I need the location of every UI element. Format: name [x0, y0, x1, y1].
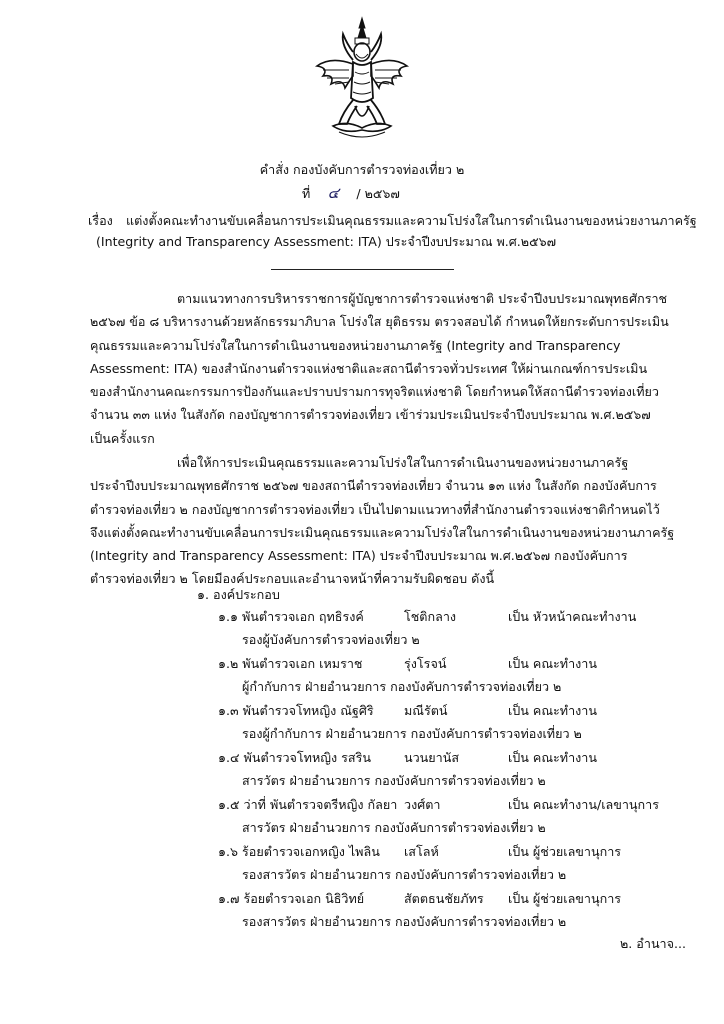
- member-name: ๑.๒ พันตำรวจเอก เหมราช: [218, 656, 363, 671]
- paragraph-line: จำนวน ๓๓ แห่ง ในสังกัด กองบัญชาการตำรวจท่องเที่ยว เข้าร่วมประเมินประจำปีงบประมาณ พ.ศ.๒๕๖๗: [90, 407, 651, 423]
- member-surname: วงศ์ตา: [404, 797, 441, 812]
- member-name: ๑.๔ พันตำรวจโทหญิง รสริน: [218, 750, 371, 765]
- member-name: ๑.๓ พันตำรวจโทหญิง ณัฐศิริ: [218, 703, 374, 718]
- member-surname: สัตตธนชัยภัทร: [404, 891, 484, 906]
- member-surname: รุ่งโรจน์: [404, 656, 447, 671]
- subject-line-2: (Integrity and Transparency Assessment: ITA) ประจำปีงบประมาณ พ.ศ.๒๕๖๗: [96, 233, 557, 249]
- paragraph-line: เป็นครั้งแรก: [90, 430, 155, 446]
- paragraph-line: ตามแนวทางการบริหารราชการผู้บัญชาการตำรวจแห่งชาติ ประจำปีงบประมาณพุทธศักราช: [177, 291, 668, 306]
- paragraph-line: (Integrity and Transparency Assessment: ITA) ประจำปีงบประมาณ พ.ศ.๒๕๖๗ กองบังคับการ: [90, 548, 628, 564]
- list-item: [218, 657, 678, 704]
- member-name: ๑.๖ ร้อยตำรวจเอกหญิง ไพลิน: [218, 844, 380, 859]
- member-surname: นวนยานัส: [404, 750, 460, 765]
- member-list: [218, 610, 678, 939]
- subject-block: [88, 213, 697, 250]
- paragraph-line: ประจำปีงบประมาณพุทธศักราช ๒๕๖๗ ของสถานีตำรวจท่องเที่ยว จำนวน ๑๓ แห่ง ในสังกัด กองบังคับการ: [90, 478, 657, 494]
- divider-rule: [271, 269, 454, 270]
- subject-label: เรื่อง: [88, 213, 113, 228]
- order-number-value: ๔: [327, 184, 339, 202]
- list-item: [218, 845, 678, 892]
- member-name: ๑.๗ ร้อยตำรวจเอก นิธิวิทย์: [218, 891, 365, 906]
- member-role: เป็น คณะทำงาน: [508, 703, 597, 718]
- paragraph-2: [90, 456, 678, 596]
- paragraph-1: [90, 292, 678, 455]
- paragraph-line: ของสำนักงานคณะกรรมการป้องกันและปราบปรามการทุจริตแห่งชาติ โดยกำหนดให้สถานีตำรวจท่องเที่ยว: [90, 384, 659, 400]
- garuda-emblem-icon: [313, 16, 411, 148]
- member-position: รองสารวัตร ฝ่ายอำนวยการ กองบังคับการตำรวจท่องเที่ยว ๒: [242, 914, 567, 929]
- paragraph-line: ๒๕๖๗ ข้อ ๘ บริหารงานด้วยหลักธรรมาภิบาล โปร่งใส ยุติธรรม ตรวจสอบได้ กำหนดให้ยกระดับการประเมิน: [90, 314, 669, 330]
- list-item: [218, 798, 678, 845]
- member-surname: เสโลห์: [404, 844, 439, 859]
- list-item: [218, 610, 678, 657]
- section-heading: ๑. องค์ประกอบ: [197, 587, 280, 602]
- member-position: ผู้กำกับการ ฝ่ายอำนวยการ กองบังคับการตำรวจท่องเที่ยว ๒: [242, 679, 562, 694]
- member-surname: โชติกลาง: [404, 609, 457, 624]
- member-position: รองผู้บังคับการตำรวจท่องเที่ยว ๒: [242, 632, 420, 647]
- paragraph-line: จึงแต่งตั้งคณะทำงานขับเคลื่อนการประเมินคุณธรรมและความโปร่งใสในการดำเนินงานของหน่วยงานภาครัฐ: [90, 524, 675, 540]
- member-position: สารวัตร ฝ่ายอำนวยการ กองบังคับการตำรวจท่องเที่ยว ๒: [242, 820, 546, 835]
- member-name: ๑.๕ ว่าที่ พันตำรวจตรีหญิง กัลยา: [218, 797, 398, 812]
- list-item: [218, 704, 678, 751]
- member-surname: มณีรัตน์: [404, 703, 448, 718]
- paragraph-line: Assessment: ITA) ของสำนักงานตำรวจแห่งชาติและสถานีตำรวจทั่วประเทศ ให้ผ่านเกณฑ์การประเมิน: [90, 360, 648, 376]
- subject-line-1: แต่งตั้งคณะทำงานขับเคลื่อนการประเมินคุณธรรมและความโปร่งใสในการดำเนินงานของหน่วยงานภาครัฐ: [126, 213, 697, 228]
- member-position: สารวัตร ฝ่ายอำนวยการ กองบังคับการตำรวจท่องเที่ยว ๒: [242, 773, 546, 788]
- list-item: [218, 892, 678, 939]
- continuation-marker: ๒. อำนาจ...: [620, 936, 687, 951]
- order-number: [302, 185, 400, 203]
- paragraph-line: ตำรวจท่องเที่ยว ๒ โดยมีองค์ประกอบและอำนาจหน้าที่ความรับผิดชอบ ดังนี้: [90, 571, 495, 587]
- paragraph-line: เพื่อให้การประเมินคุณธรรมและความโปร่งใสในการดำเนินงานของหน่วยงานภาครัฐ: [177, 455, 629, 470]
- member-role: เป็น คณะทำงาน: [508, 750, 597, 765]
- list-item: [218, 751, 678, 798]
- member-role: เป็น คณะทำงาน: [508, 656, 597, 671]
- paragraph-line: คุณธรรมและความโปร่งใสในการดำเนินงานของหน่วยงานภาครัฐ (Integrity and Transparency: [90, 337, 621, 353]
- member-role: เป็น ผู้ช่วยเลขานุการ: [508, 844, 622, 859]
- issuer-line: คำสั่ง กองบังคับการตำรวจท่องเที่ยว ๒: [259, 162, 465, 177]
- member-role: เป็น คณะทำงาน/เลขานุการ: [508, 797, 660, 812]
- order-year: / ๒๕๖๗: [356, 186, 400, 201]
- member-name: ๑.๑ พันตำรวจเอก ฤทธิรงค์: [218, 609, 364, 624]
- member-position: รองผู้กำกับการ ฝ่ายอำนวยการ กองบังคับการตำรวจท่องเที่ยว ๒: [242, 726, 582, 741]
- member-role: เป็น ผู้ช่วยเลขานุการ: [508, 891, 622, 906]
- member-role: เป็น หัวหน้าคณะทำงาน: [508, 609, 637, 624]
- member-position: รองสารวัตร ฝ่ายอำนวยการ กองบังคับการตำรวจท่องเที่ยว ๒: [242, 867, 567, 882]
- order-number-label: ที่: [302, 186, 311, 201]
- paragraph-line: ตำรวจท่องเที่ยว ๒ กองบัญชาการตำรวจท่องเที่ยว เป็นไปตามแนวทางที่สำนักงานตำรวจแห่งชาติกำหนดไว้: [90, 501, 660, 517]
